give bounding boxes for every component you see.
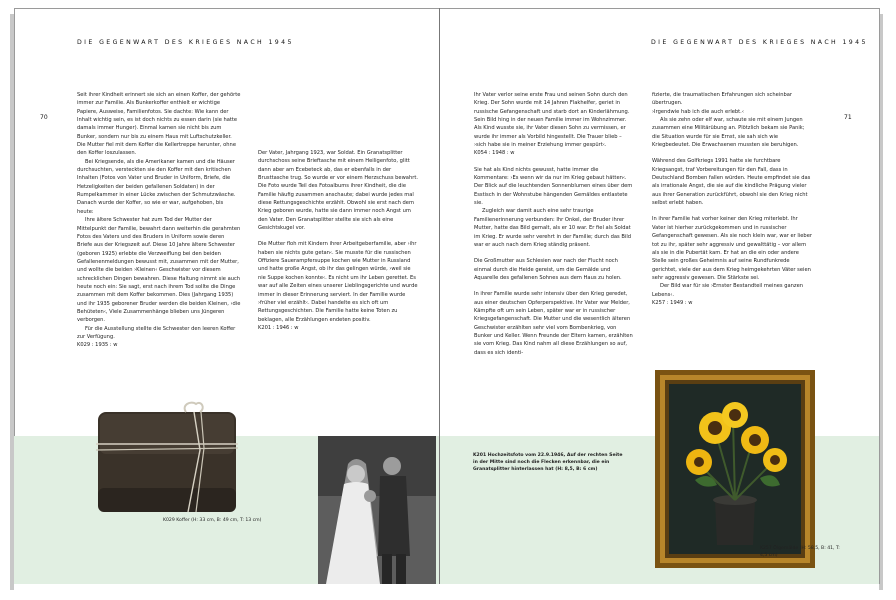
sunflower	[686, 449, 712, 475]
right-text-column-1	[474, 91, 634, 365]
left-text-column-1	[77, 91, 241, 358]
quote: ›Irgendwie hab ich die auch erlebt.‹	[652, 108, 744, 115]
sunflower-painting	[655, 370, 815, 568]
left-page-number: 70	[40, 114, 48, 121]
interview-code: K257 : 1949 : w	[652, 299, 693, 306]
left-running-header: DIE GEGENWART DES KRIEGES NACH 1945	[77, 39, 294, 46]
paragraph: Zugleich war damit auch eine sehr traurige Familienerinnerung verbunden: Ihr Onkel, der Bruder ihrer Mutter, hatte das Bild gemalt, als er 10 war. Er fiel als Soldat im Krieg. Er wurde sehr verehrt in der Familie; durch das Bild war er auch nach dem Krieg ständig präsent.	[474, 208, 632, 248]
paragraph: Der Vater, Jahrgang 1923, war Soldat. Ein Granatsplitter durchschoss seine Brieftasche mit einem Heiligenfoto, glitt dann aber am Ecebeteck ab, das er ebenfalls in der Brusttasche trug. So wurde er vor einem Herzschuss bewahrt. Die Foto wurde Teil des Fotoalbums ihrer Kindheit, die die Familie häufig zusammen anschaute; dabei wurde jedes mal diese Rettungsgeschichte erzählt. Obwohl sie erst nach dem Krieg geboren wurde, hatte sie dann immer noch Angst um den Vater. Den Granatsplitter stellte sie sich als eine Gesichtskugel vor.	[258, 150, 418, 232]
paragraph: Während des Golfkriegs 1991 hatte sie furchtbare Kriegsangst, traf Vorbereitungen für den Fall, dass in Deutschland Bomben fallen würden. Heute empfindet sie das als irrationale Angst, die sie auf die kindliche Prägung vieler aus ihrer Generation zurückführt, obwohl sie den Krieg nicht selbst erlebt haben.	[652, 158, 811, 207]
paragraph: Sie hat als Kind nichts gewusst, hatte immer die Kommentare: ›Es wenn wir da nur im Krieg gebaut hätten‹. Der Blick auf die leuchtenden Sonnenblumen eines über dem Esstisch in der Wohnstube hängenden Gemäldes entlastete sie.	[474, 166, 633, 207]
book-gutter	[439, 8, 440, 584]
right-text-column-2	[652, 91, 812, 315]
left-text-column-2	[258, 149, 418, 340]
sunflower	[722, 402, 748, 428]
paragraph: Als sie zehn oder elf war, schaute sie mit einem Jungen zusammen eine Militärübung an. Plötzlich bekam sie Panik; die Situation wurde für sie Ernst, sie sah sich wie Kriegbedeutet. Die Erwachsenen mussten sie beruhigen.	[652, 117, 805, 149]
suitcase-photo	[96, 400, 238, 518]
paragraph: Die Großmutter aus Schlesien war nach der Flucht noch einmal durch die Heide gereist, um die Gemälde und Aquarelle des gefallenen Sohnes aus dem Haus zu holen.	[474, 258, 622, 281]
interview-code: K029 : 1935 : w	[77, 342, 118, 349]
paragraph: Bei Kriegsende, als die Amerikaner kamen und die Häuser durchsuchten, versteckten sie den Koffer mit den kritischen Inhalten (Fotos von Vater und Bruder in Uniform, Briefe, die Hetzeligkeiten der beiden gefallenen Soldaten) in der Rumpelkammer in einer Lücke zwischen der Schmutzwäsche. Danach wurde der Koffer, so wie er war, aufgehoben, bis heute:	[77, 158, 236, 215]
paragraph: Für die Ausstellung stellte die Schwester den leeren Koffer zur Verfügung.	[77, 325, 236, 340]
right-page-number: 71	[844, 114, 852, 121]
paragraph: fizierte, die traumatischen Erfahrungen sich scheinbar übertrugen.	[652, 92, 793, 107]
paragraph: Ihre ältere Schwester hat zum Tod der Mutter der Mittelpunkt der Familie, bewahrt dann weiterhin die gerahmten Fotos des Vaters und des Bruders in Uniform sowie deren Briefe aus der Kriegszeit auf. Diese 10 Jahre ältere Schwester (geboren 1925) erlebte die Verzweiflung bei den beiden Gefallenenmeldungen bewusst mit, zusammen mit der Mutter, und wollte die beiden ›Kleinen‹ Geschwister vor diesem schrecklichen Dingen bewahren. Diese Haltung nimmt sie auch heute noch ein: Sie sagt, erst nach ihrem Tod sollte die Dinge zusammen mit dem Koffer bekommen. Dies (Jahrgang 1935) und ihr 1935 geborener Bruder werden die beiden Kleinen, ›die Behüteten‹, Viele Zusammenhänge blieben uns Jüngeren verborgen.	[77, 217, 241, 324]
suitcase-caption: K029 Koffer (H: 33 cm, B: 49 cm, T: 13 cm)	[163, 518, 262, 523]
paragraph: In ihrer Familie hat vorher keiner den Krieg miterlebt. Ihr Vater ist hierher zurückgekommen und in russischer Gefangenschaft gewesen. Als sie noch klein war, war er lieber tot zu ihr, später sehr aggressiv und gewalttätig – vor allem als sie in die Pubertät kam. Er hat an die ein oder andere Stelle sein großes Geheimnis auf seine Rundfunkrede gerichtet, viele der aus dem Krieg heimgekehrten Väter seien sehr aggressiv gewesen. Die Stärkste sei.	[652, 216, 812, 281]
painting-caption: K257 Ölgemälde (H: 58,5, B: 41, T: 4,5 cm)	[760, 546, 840, 558]
interview-code: K054 : 1948 : w	[474, 150, 515, 157]
right-running-header: DIE GEGENWART DES KRIEGES NACH 1945	[651, 39, 868, 46]
paragraph: Ihr Vater verlor seine erste Frau und seinen Sohn durch den Krieg. Der Sohn wurde mit 14 Jahren Flakhelfer, geriet in russische Gefangenschaft und starb dort an Kinderlähmung. Sein Bild hing in der neuen Familie immer im Wohnzimmer. Als Kind wusste sie, ihr Vater diesen Sohn zu vermissen, er wurde ihr immer als Vorbild hingestellt. Die Trauer blieb – ›sich habe sie in meiner Erziehung immer gespürt‹.	[474, 92, 630, 149]
paragraph: Seit ihrer Kindheit erinnert sie sich an einen Koffer, der gehörte immer zur Familie. Als Bunkerkoffer enthielt er wichtige Papiere, Ausweise, Familienfotos. Sie dachte: Wie kann der Inhalt wichtig sein, es ist doch nichts zu essen darin (sie hatte damals immer Hunger). Einmal kamen sie nicht bis zum Bunker, sondern nur bis zu einem Haus mit Luftschutzkeller. Die Mutter fiel mit dem Koffer die Kellertreppe herunter, ohne den Koffer loszulassen.	[77, 92, 241, 157]
sunflower	[763, 448, 787, 472]
interview-code: K201 : 1946 : w	[258, 324, 299, 331]
paragraph: In ihrer Familie wurde sehr intensiv über den Krieg geredet, aus einer deutschen Opferperspektive. Ihr Vater war Melder, Kämpfte oft um sein Leben, später war er in russischer Kriegsgefangenschaft. Die Mutter und die wesentlich älteren Geschwister erzählten sehr viel vom Bombenkrieg, von Bunker und Keller. Wenn Freunde der Eltern kamen, erzählten sie vom Krieg. Das Kind nahm all diese Erzählungen so auf, dass es sich identi-	[474, 291, 633, 356]
sunflower	[741, 426, 769, 454]
wedding-photo	[318, 436, 436, 584]
paragraph: Der Bild war für sie ›Ernster Bestandteil meines ganzen Lebens‹.	[652, 283, 804, 298]
wedding-caption: K201 Hochzeitsfoto vom 22.9.1946, Auf der rechten Seite in der Mitte sind noch die Flecken erkennbar, die ein Granatsplitter hinterlassen hat (H: 8,5, B: 6 cm)	[473, 453, 623, 472]
paragraph: Die Mutter floh mit Kindern ihrer Arbeitgeberfamilie, aber ›ihr haben sie nichts gute getan‹. Sie musste für die russischen Offiziere Sauerampfersuppe kochen wie Mutter in Russland und hatte große Angst, ob ihr das gelingen würde, ›weil sie nie Suppe kochen konnte‹. Es nicht um ihr Leben gerettet. Es war auf alle Zeiten eines unserer Lieblingsgerichte und wurde immer in dieser Erinnerung serviert. In der Familie wurde ›früher viel erzählt‹. Dabei handelte es sich oft um Rettungsgeschichten. Die Familie hatte keine Toten zu beklagen, alle Erzählungen endeten positiv.	[258, 241, 418, 323]
